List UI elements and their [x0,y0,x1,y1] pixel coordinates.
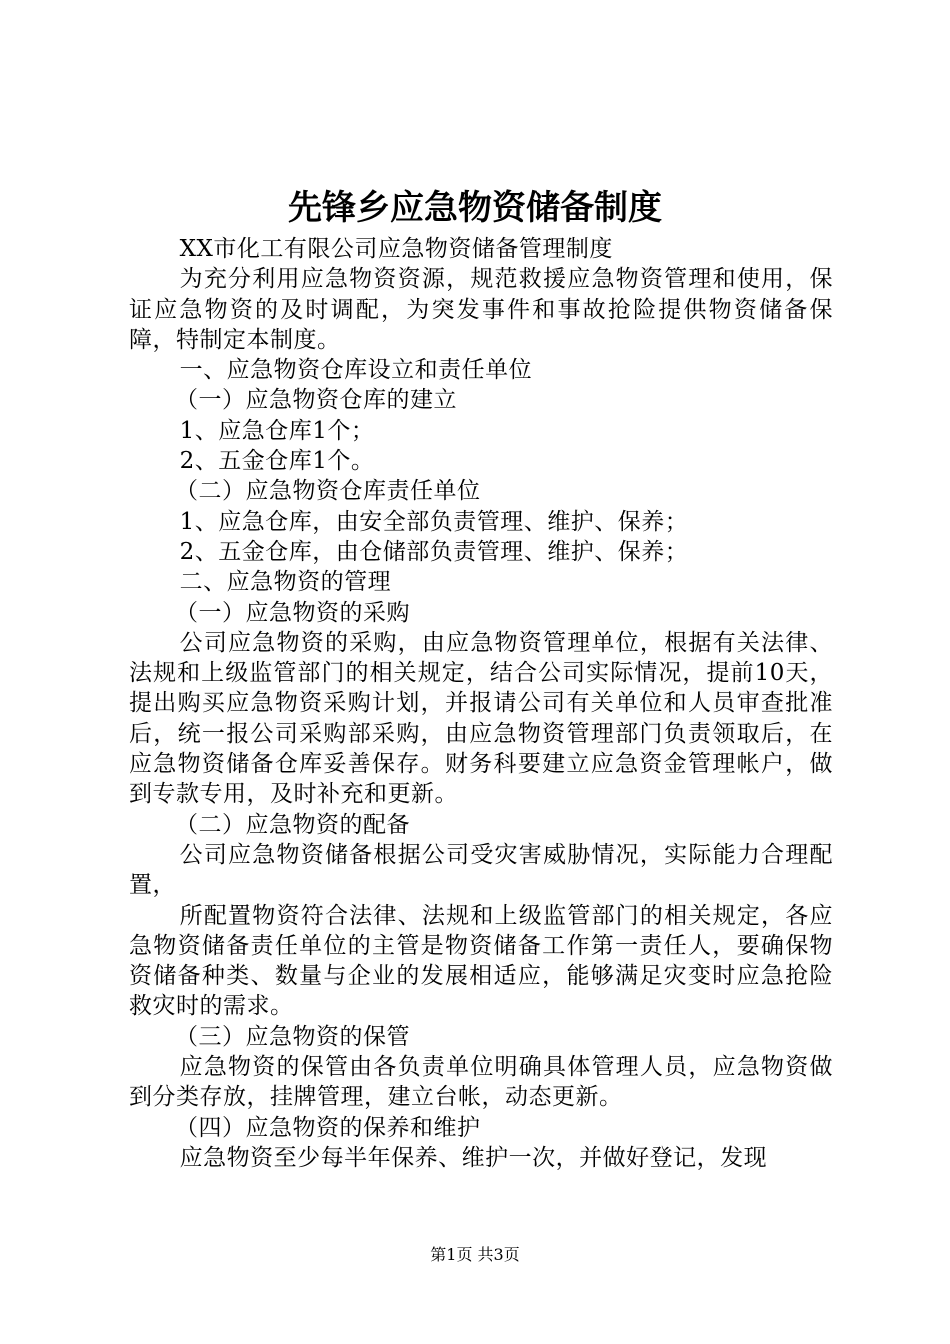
paragraph: 所配置物资符合法律、法规和上级监管部门的相关规定，各应急物资储备责任单位的主管是物资储备工作第一责任人，要确保物资储备种类、数量与企业的发展相适应，能够满足灾变时应急抢险救灾时的需求。 [129,902,833,1020]
document-body [129,234,833,1173]
subsection-heading: （一）应急物资仓库的建立 [175,387,457,414]
subsection-heading: （二）应急物资仓库责任单位 [175,478,481,505]
paragraph: XX市化工有限公司应急物资储备管理制度 [179,236,613,262]
paragraph: 1、应急仓库，由安全部负责管理、维护、保养； [179,508,689,535]
subsection-heading: （二）应急物资的配备 [175,811,410,838]
paragraph: 公司应急物资的采购，由应急物资管理单位，根据有关法律、法规和上级监管部门的相关规定，结合公司实际情况，提前10天，提出购买应急物资采购计划，并报请公司有关单位和人员审查批准后，统一报公司采购部采购，由应急物资管理部门负责领取后，在应急物资储备仓库妥善保存。财务科要建立应急资金管理帐户，做到专款专用，及时补充和更新。 [129,629,833,808]
paragraph: 2、五金仓库1个。 [179,448,375,475]
paragraph: 公司应急物资储备根据公司受灾害威胁情况，实际能力合理配置， [129,841,833,899]
paragraph: 2、五金仓库，由仓储部负责管理、维护、保养； [179,538,689,565]
subsection-heading: （三）应急物资的保管 [175,1023,410,1050]
section-heading: 二、应急物资的管理 [179,569,392,596]
paragraph: 应急物资的保管由各负责单位明确具体管理人员，应急物资做到分类存放，挂牌管理，建立台帐，动态更新。 [129,1054,833,1111]
paragraph: 1、应急仓库1个； [179,417,375,444]
document-title: 先锋乡应急物资储备制度 [288,188,662,228]
paragraph: 为充分利用应急物资资源，规范救援应急物资管理和使用，保证应急物资的及时调配，为突发事件和事故抢险提供物资储备保障，特制定本制度。 [129,266,833,353]
subsection-heading: （四）应急物资的保养和维护 [175,1114,481,1141]
section-heading: 一、应急物资仓库设立和责任单位 [179,357,533,384]
paragraph: 应急物资至少每半年保养、维护一次，并做好登记，发现 [179,1144,768,1171]
page-footer: 第1页 共3页 [430,1245,520,1264]
subsection-heading: （一）应急物资的采购 [175,599,410,626]
